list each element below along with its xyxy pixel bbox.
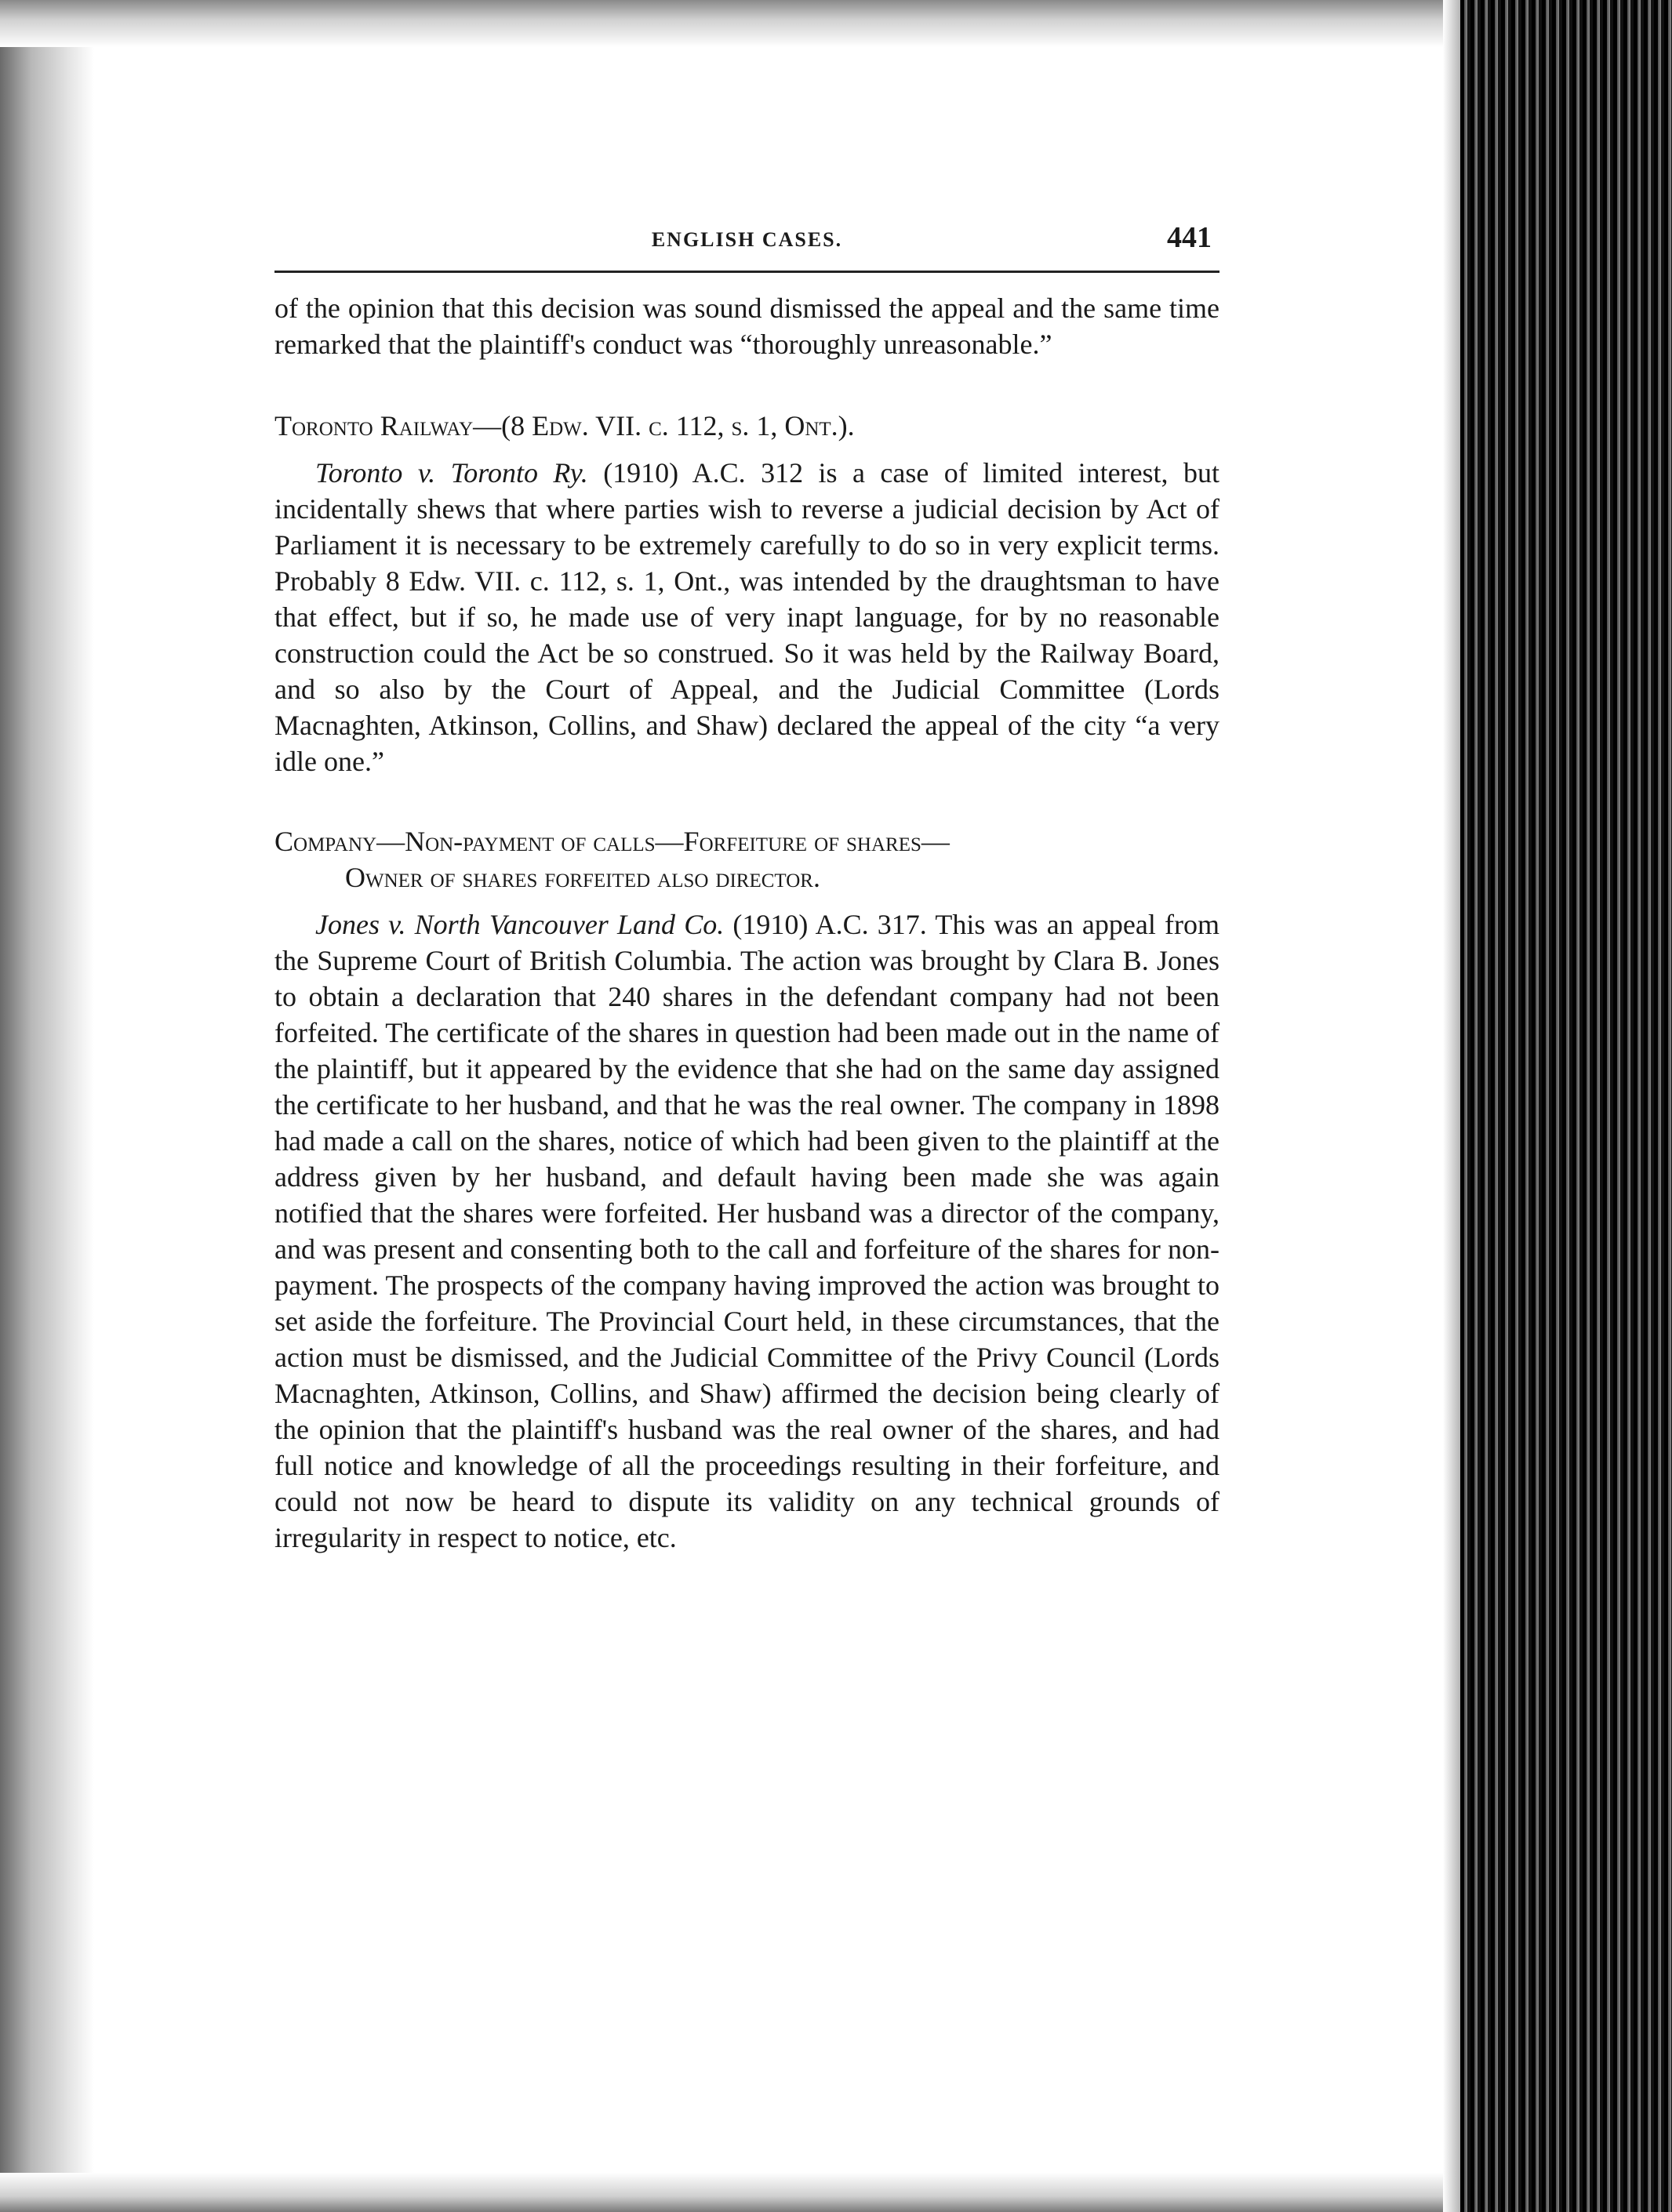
case-name-toronto: Toronto v. Toronto Ry. bbox=[315, 457, 588, 489]
section-heading-company bbox=[274, 823, 1219, 895]
running-title: ENGLISH CASES. bbox=[651, 228, 843, 251]
paragraph-toronto-body: (1910) A.C. 312 is a case of limited interest, but incidentally shews that where parties wish to reverse a judicial decision by Act of Parliament it is necessary to be extremely carefully to do so in very explicit terms. Probably 8 Edw. VII. c. 112, s. 1, Ont., was intended by the draughtsman to have that effect, but if so, he made use of very inapt language, for by no reasonable construction could the Act be so construed. So it was held by the Railway Board, and so also by the Court of Appeal, and the Judicial Committee (Lords Macnaghten, Atkinson, Collins, and Shaw) declared the appeal of the city “a very idle one.” bbox=[274, 457, 1219, 777]
paragraph-jones-case bbox=[274, 906, 1219, 1556]
scan-top-shadow bbox=[0, 0, 1459, 47]
page-number: 441 bbox=[1167, 221, 1212, 254]
book-page bbox=[274, 223, 1219, 1556]
paragraph-jones-body: (1910) A.C. 317. This was an appeal from the Supreme Court of British Columbia. The action was brought by Clara B. Jones to obtain a declaration that 240 shares in the defendant company had not been forfeited. The certificate of the shares in question had been made out in the name of the plaintiff, but it appeared by the evidence that she had on the same day assigned the certificate to her husband, and that he was the real owner. The company in 1898 had made a call on the shares, notice of which had been given to the plaintiff at the address given by her husband, and default having been made she was again notified that the shares were forfeited. Her husband was a director of the company, and was present and consenting both to the call and forfeiture of the shares for non-payment. The prospects of the company having improved the action was brought to set aside the forfeiture. The Provincial Court held, in these circumstances, that the action must be dismissed, and the Judicial Committee of the Privy Council (Lords Macnaghten, Atkinson, Collins, and Shaw) affirmed the decision being clearly of the opinion that the plaintiff's husband was the real owner of the shares, and had full notice and knowledge of all the proceedings resulting in their forfeiture, and could not now be heard to dispute its validity on any technical grounds of irregularity in respect to notice, etc. bbox=[274, 909, 1219, 1553]
case-name-jones: Jones v. North Vancouver Land Co. bbox=[315, 909, 725, 940]
continuation-paragraph: of the opinion that this decision was sound dismissed the appeal and the same time remarked that the plaintiff's conduct was “thoroughly unreasonable.” bbox=[274, 292, 1219, 360]
section-heading-company-line1: Company—Non-payment of calls—Forfeiture of shares— bbox=[274, 826, 950, 857]
paragraph-toronto-case bbox=[274, 455, 1219, 779]
running-head bbox=[274, 223, 1219, 273]
scan-left-shadow bbox=[0, 0, 94, 2212]
book-spine bbox=[1460, 0, 1672, 2212]
section-heading-company-line2: Owner of shares forfeited also director. bbox=[345, 862, 820, 893]
section-heading-toronto-railway: Toronto Railway—(8 Edw. VII. c. 112, s. 1, Ont.). bbox=[274, 410, 855, 441]
scan-bottom-shadow bbox=[0, 2173, 1459, 2212]
